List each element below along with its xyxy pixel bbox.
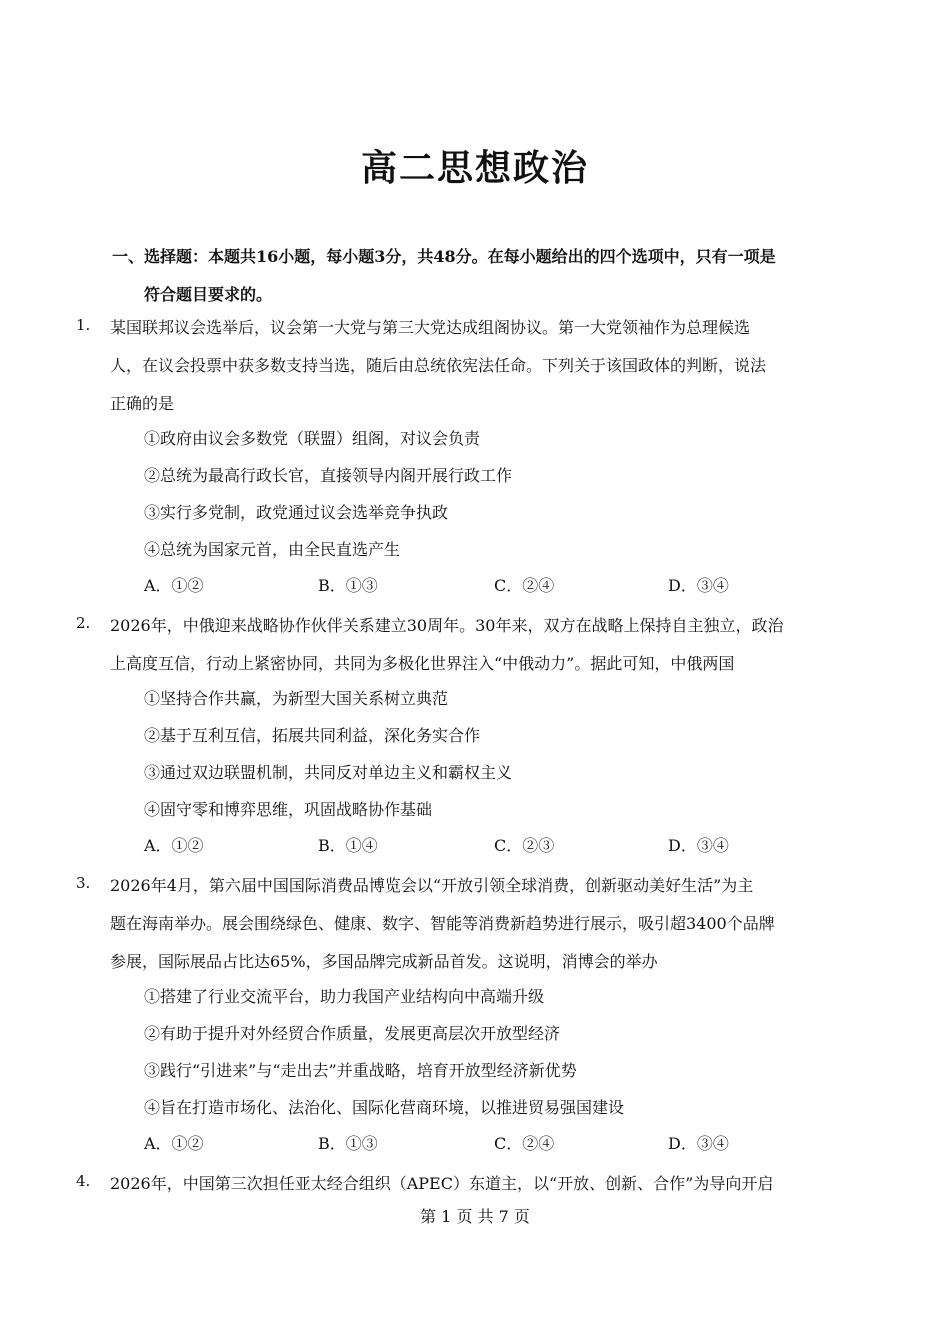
- choice-a[interactable]: A．①②: [144, 576, 204, 595]
- question-number: 3.: [76, 874, 91, 892]
- question-stem: [110, 1165, 842, 1203]
- stem-line: 正确的是: [110, 394, 175, 413]
- statement: ③通过双边联盟机制，共同反对单边主义和霸权主义: [144, 763, 513, 782]
- stem-line: 2026年4月，第六届中国国际消费品博览会以“开放引领全球消费，创新驱动美好生活”为主: [110, 876, 754, 895]
- choice-a[interactable]: A．①②: [144, 836, 204, 855]
- statement: ④总统为国家元首，由全民直选产生: [144, 540, 401, 559]
- choice-d[interactable]: D．③④: [668, 836, 729, 855]
- question-number: 1.: [76, 316, 91, 334]
- statement: ②有助于提升对外经贸合作质量，发展更高层次开放型经济: [144, 1024, 561, 1043]
- statement: ③实行多党制，政党通过议会选举竞争执政: [144, 503, 449, 522]
- page-title: 高二思想政治: [360, 148, 589, 189]
- question-stem: [110, 867, 842, 981]
- statement: ①坚持合作共赢，为新型大国关系树立典范: [144, 689, 449, 708]
- stem-line: 人，在议会投票中获多数支持当选，随后由总统依宪法任命。下列关于该国政体的判断，说法: [110, 356, 767, 375]
- choice-b[interactable]: B．①③: [318, 1134, 378, 1153]
- stem-line: 2026年，中国第三次担任亚太经合组织（APEC）东道主，以“开放、创新、合作”为导向开启: [110, 1174, 774, 1193]
- stem-line: 某国联邦议会选举后，议会第一大党与第三大党达成组阁协议。第一大党领袖作为总理候选: [110, 318, 751, 337]
- stem-line: 参展，国际展品占比达65%，多国品牌完成新品首发。这说明，消博会的举办: [110, 952, 658, 971]
- section-heading: [112, 238, 842, 314]
- choice-c[interactable]: C．②④: [494, 576, 555, 595]
- choice-c[interactable]: C．②④: [494, 1134, 555, 1153]
- choice-b[interactable]: B．①④: [318, 836, 378, 855]
- question-stem: [110, 309, 842, 423]
- statement: ①政府由议会多数党（联盟）组阁，对议会负责: [144, 429, 481, 448]
- stem-line: 题在海南举办。展会围绕绿色、健康、数字、智能等消费新趋势进行展示，吸引超3400个品牌: [110, 914, 775, 933]
- stem-line: 上高度互信，行动上紧密协同，共同为多极化世界注入“中俄动力”。据此可知，中俄两国: [110, 654, 735, 673]
- statement: ③践行“引进来”与“走出去”并重战略，培育开放型经济新优势: [144, 1061, 577, 1080]
- section-heading-line2: 符合题目要求的。: [144, 285, 273, 304]
- statement: ④固守零和博弈思维，巩固战略协作基础: [144, 800, 433, 819]
- question-stem: [110, 607, 842, 683]
- section-heading-line1: 一、选择题：本题共16小题，每小题3分，共48分。在每小题给出的四个选项中，只有一项是: [112, 247, 776, 266]
- choice-c[interactable]: C．②③: [494, 836, 555, 855]
- statement: ①搭建了行业交流平台，助力我国产业结构向中高端升级: [144, 987, 545, 1006]
- choice-b[interactable]: B．①③: [318, 576, 378, 595]
- page-footer: 第 1 页 共 7 页: [420, 1207, 530, 1226]
- stem-line: 2026年，中俄迎来战略协作伙伴关系建立30周年。30年来，双方在战略上保持自主独立，政治: [110, 616, 784, 635]
- statement: ②总统为最高行政长官，直接领导内阁开展行政工作: [144, 466, 513, 485]
- choice-a[interactable]: A．①②: [144, 1134, 204, 1153]
- choice-d[interactable]: D．③④: [668, 576, 729, 595]
- choice-d[interactable]: D．③④: [668, 1134, 729, 1153]
- statement: ②基于互利互信，拓展共同利益，深化务实合作: [144, 726, 481, 745]
- statement: ④旨在打造市场化、法治化、国际化营商环境，以推进贸易强国建设: [144, 1098, 625, 1117]
- question-number: 4.: [76, 1172, 91, 1190]
- question-number: 2.: [76, 614, 91, 632]
